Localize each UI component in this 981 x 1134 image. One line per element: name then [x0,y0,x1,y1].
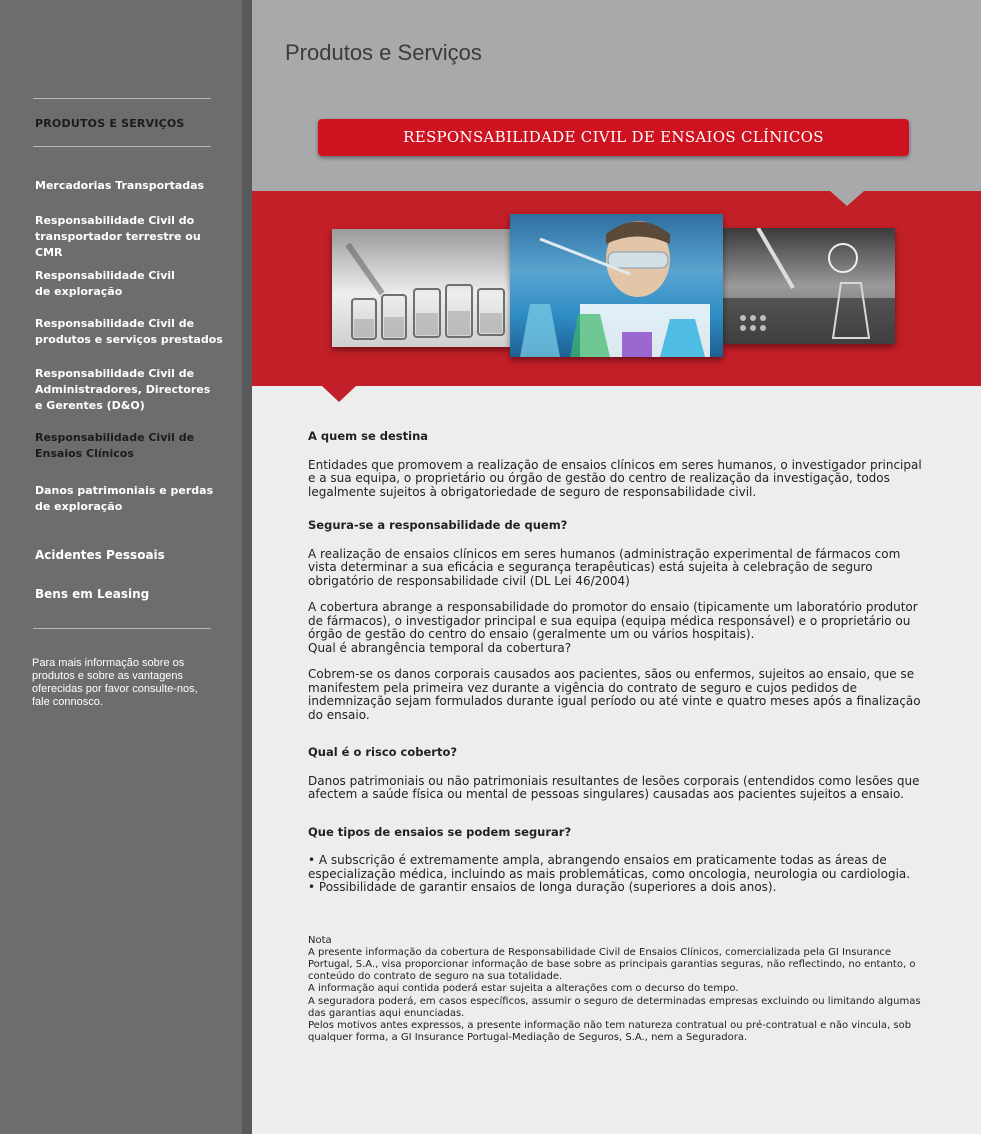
bullet-item: • A subscrição é extremamente ampla, abrangendo ensaios em praticamente todas as áreas de especialização médica, incluindo as mais problemáticas, como oncologia, neurologia ou cardiologia. [308,853,911,881]
page-title: Produtos e Serviços [285,40,482,65]
sidebar-item-rc-produtos[interactable]: Responsabilidade Civil de produtos e serviços prestados [35,317,223,346]
section-text: Entidades que promovem a realização de ensaios clínicos em seres humanos, o investigador principal e a sua equipa, o proprietário ou órgão de gestão do centro de realização da investigação, todos legalmente sujeitos à obrigatoriedade de seguro de responsabilidade civil. [308,457,922,499]
section-text: A realização de ensaios clínicos em seres humanos (administração experimental de fármacos com vista determinar a sua eficácia e segurança terapêuticas) está sujeita à celebração de seguro obrigatório de responsabilidade civil (DL Lei 46/2004) [308,546,901,588]
note-text: A presente informação da cobertura de Responsabilidade Civil de Ensaios Clínicos, comercializada pela GI Insurance Portugal, S.A., visa proporcionar informação de base sobre as principais garantias seguras, não reflectindo, no entanto, o conteúdo do contrato de seguro na sua totalidade. [308,946,916,983]
notch-bottom [322,386,356,402]
sidebar [0,0,242,1134]
note-title: Nota [308,934,332,946]
sidebar-item-mercadorias[interactable]: Mercadorias Transportadas [35,179,205,192]
bullet-item: • Possibilidade de garantir ensaios de longa duração (superiores a dois anos). [308,880,777,894]
section-text: Qual é abrangência temporal da cobertura? [308,640,572,655]
section-heading: Segura-se a responsabilidade de quem? [308,518,568,532]
sidebar-divider-top [33,98,211,99]
sidebar-divider-bottom [33,628,211,629]
sidebar-edge [242,0,252,1134]
sidebar-divider-mid [33,146,211,147]
header-area [252,0,981,191]
sidebar-item-danos-patrimoniais[interactable]: Danos patrimoniais e perdas de exploração [35,484,214,513]
sidebar-item-rc-transportador[interactable]: Responsabilidade Civil do transportador terrestre ou CMR [35,214,201,259]
main-content [308,430,928,1044]
sidebar-item-acidentes-pessoais[interactable]: Acidentes Pessoais [35,548,165,562]
note-text: A seguradora poderá, em casos específicos, assumir o seguro de determinadas empresas excluindo ou limitando algumas das garantias aqui enunciadas. [308,995,921,1019]
sidebar-item-rc-ensaios-clinicos[interactable]: Responsabilidade Civil de Ensaios Clínicos [35,431,195,460]
section-heading: Qual é o risco coberto? [308,745,458,759]
lab-glassware-photo [332,229,510,347]
section-text: Cobrem-se os danos corporais causados aos pacientes, sãos ou enfermos, sujeitos ao ensaio, que se manifestem pela primeira vez durante a vigência do contrato de seguro e cujos pedidos de indemnização sejam formulados durante igual período ou até vinte e quatro meses após a finalização do ensaio. [308,667,921,722]
sidebar-info-text: Para mais informação sobre os produtos e sobre as vantagens oferecidas por favor consulte-nos, fale connosco. [32,657,198,708]
sidebar-item-rc-exploracao[interactable]: Responsabilidade Civil de exploração [35,269,175,298]
section-banner: RESPONSABILIDADE CIVIL DE ENSAIOS CLÍNICOS [318,119,909,156]
note-text: Pelos motivos antes expressos, a presente informação não tem natureza contratual ou pré-contratual e não vincula, sob qualquer forma, a GI Insurance Portugal-Mediação de Seguros, S.A., nem a Seguradora. [308,1019,912,1044]
section-heading: Que tipos de ensaios se podem segurar? [308,824,572,839]
notch-top [830,191,864,206]
sidebar-item-bens-leasing[interactable]: Bens em Leasing [35,587,150,601]
lab-equipment-photo [723,228,895,344]
note-text: A informação aqui contida poderá estar sujeita a alterações com o decurso do tempo. [308,983,739,995]
section-heading: A quem se destina [308,429,429,443]
scientist-photo [510,214,723,357]
section-text: Danos patrimoniais ou não patrimoniais resultantes de lesões corporais (entendidos como lesões que afectem a saúde física ou mental de pessoas singulares) causadas aos pacientes sujeitos a ensaio. [308,773,920,801]
section-text: A cobertura abrange a responsabilidade do promotor do ensaio (tipicamente um laboratório produtor de fármacos), o investigador principal e sua equipa (equipa médica responsável) e o proprietário ou órgão de gestão do centro do ensaio (geralmente um ou vários hospitais). [308,600,918,641]
sidebar-item-rc-administradores[interactable]: Responsabilidade Civil de Administradores, Directores e Gerentes (D&O) [35,367,211,412]
sidebar-title: PRODUTOS E SERVIÇOS [35,117,185,130]
